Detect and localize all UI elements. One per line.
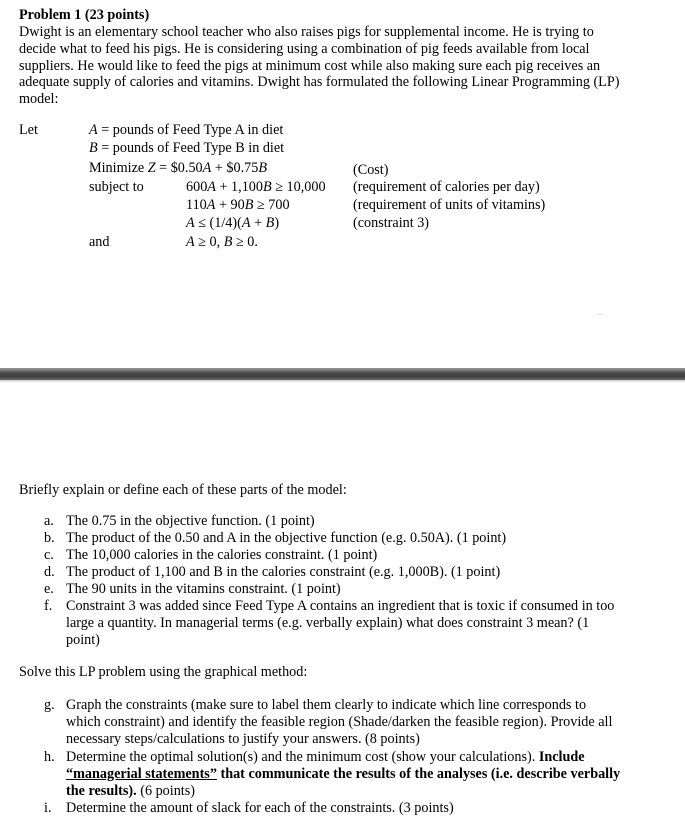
h-line1-plain: Determine the optimal solution(s) and the minimum cost (show your calculations).: [66, 749, 539, 765]
constraint-calories-note: (requirement of calories per day): [353, 179, 540, 195]
objective-prefix: Minimize: [89, 160, 148, 176]
h-line3-bold: the results).: [66, 782, 137, 799]
c2-coef-b: + 90: [215, 197, 245, 213]
constraint-vitamins: [186, 197, 290, 214]
c1-var-a: A: [207, 179, 216, 195]
c2-var-b: B: [244, 197, 254, 213]
definition-b: [89, 140, 284, 157]
list-item-text: The product of 1,100 and B in the calories constraint (e.g. 1,000B). (1 point): [66, 564, 501, 580]
intro-line: adequate supply of calories and vitamins. Dwight has formulated the following Linear Programming (LP): [19, 74, 620, 91]
objective-note: (Cost): [353, 162, 389, 178]
c1-coef-a: 600: [186, 179, 208, 195]
list-item-text: large a quantity. In managerial terms (e.g. verbally explain) what does constraint 3 mean? (1: [66, 614, 590, 631]
list-item-text: point): [66, 631, 100, 648]
constraint-vitamins-note: (requirement of units of vitamins): [353, 197, 546, 213]
constraint-3-note: (constraint 3): [353, 215, 430, 231]
non-negativity: [186, 234, 258, 251]
intro-line: Dwight is an elementary school teacher who also raises pigs for supplemental income. He is trying to: [19, 24, 594, 40]
list-marker: a.: [44, 513, 54, 529]
h-line1-bold: Include: [538, 749, 585, 765]
list-marker: g.: [44, 697, 55, 713]
h-line2-rest: that communicate the results of the analyses (i.e. describe verbally: [216, 765, 621, 782]
solve-heading: Solve this LP problem using the graphical method:: [19, 664, 308, 680]
list-item-text: Graph the constraints (make sure to label them clearly to indicate which line corresponds to: [66, 697, 587, 713]
objective-var-a: A: [202, 160, 212, 176]
problem-title: Problem 1 (23 points): [19, 7, 150, 23]
c3-mid: ≤ (1/4)(: [194, 215, 242, 231]
constraint-3: [186, 215, 279, 232]
nn-var-b: B: [223, 234, 233, 250]
list-marker: e.: [44, 581, 54, 597]
constraint-calories: [186, 179, 326, 196]
objective-var-b: B: [258, 160, 268, 176]
and-label: and: [89, 234, 110, 250]
list-item-text: The 90 units in the vitamins constraint. (1 point): [66, 581, 341, 597]
list-item-text: [66, 783, 646, 800]
definition-a: [89, 122, 283, 139]
list-marker: f.: [44, 598, 53, 614]
c2-var-a: A: [206, 197, 216, 213]
managerial-statements-underlined: “managerial statements”: [66, 765, 217, 782]
objective-coef-a: = $0.50: [155, 160, 203, 176]
objective-function: [89, 160, 267, 177]
list-item-text: [66, 766, 646, 783]
c2-rhs: ≥ 700: [253, 197, 290, 213]
subject-to-label: subject to: [89, 179, 144, 195]
list-marker: c.: [44, 547, 54, 563]
intro-line: model:: [19, 91, 59, 108]
list-marker: b.: [44, 530, 55, 546]
intro-line: decide what to feed his pigs. He is considering using a combination of pig feeds available from local: [19, 40, 590, 57]
definition-b-text: = pounds of Feed Type B in diet: [97, 140, 285, 156]
problem-intro: [19, 24, 649, 108]
let-label: Let: [19, 122, 38, 138]
scan-mark: [597, 314, 603, 315]
list-marker: h.: [44, 749, 55, 765]
c3-plus: +: [250, 215, 266, 231]
nn-var-a: A: [186, 234, 195, 250]
c1-var-b: B: [262, 179, 272, 195]
nn-end: ≥ 0.: [232, 234, 258, 250]
list-marker: d.: [44, 564, 55, 580]
list-item-text: Determine the amount of slack for each of the constraints. (3 points): [66, 800, 454, 816]
c3-var-b: B: [265, 215, 275, 231]
c1-coef-b: + 1,100: [215, 179, 263, 195]
explain-heading: Briefly explain or define each of these parts of the model:: [19, 482, 347, 498]
objective-coef-b: + $0.75: [211, 160, 259, 176]
list-item-text: Constraint 3 was added since Feed Type A contains an ingredient that is toxic if consumed in too: [66, 598, 615, 614]
objective-z: Z: [147, 160, 156, 176]
c3-close: ): [274, 215, 280, 231]
list-item-text: necessary steps/calculations to justify your answers. (8 points): [66, 730, 420, 747]
list-item-text: which constraint) and identify the feasible region (Shade/darken the feasible region). Provide all: [66, 713, 613, 730]
list-item-text: [66, 749, 646, 766]
list-marker: i.: [44, 800, 52, 816]
intro-line: suppliers. He would like to feed the pigs at minimum cost while also making sure each pig receives an: [19, 57, 601, 74]
page-divider-shadow: [0, 380, 685, 383]
h-line3-plain: (6 points): [136, 782, 195, 799]
definition-a-text: = pounds of Feed Type A in diet: [97, 122, 284, 138]
list-item-text: The 0.75 in the objective function. (1 point): [66, 513, 315, 529]
c1-rhs: ≥ 10,000: [271, 179, 326, 195]
page-divider: [0, 368, 685, 380]
list-item-text: The product of the 0.50 and A in the objective function (e.g. 0.50A). (1 point): [66, 530, 507, 546]
variable-a: A: [89, 122, 98, 138]
nn-mid: ≥ 0,: [194, 234, 224, 250]
c3-var-a2: A: [241, 215, 251, 231]
variable-b: B: [89, 140, 98, 156]
list-item-text: The 10,000 calories in the calories constraint. (1 point): [66, 547, 378, 563]
c3-var-a: A: [186, 215, 195, 231]
c2-coef-a: 110: [186, 197, 207, 213]
